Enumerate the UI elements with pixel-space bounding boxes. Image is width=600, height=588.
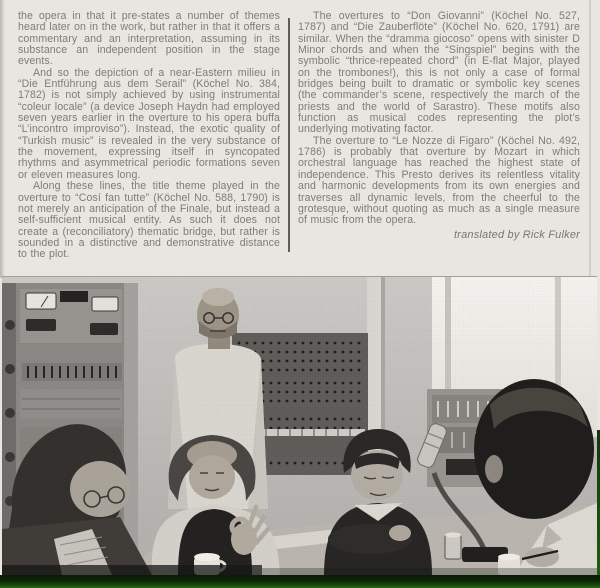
- column-gutter: [280, 11, 298, 271]
- halftone-texture: [2, 277, 597, 575]
- paragraph: the opera in that it pre-states a number of themes heard later on in the work, but rather in that it offers a commentary and an interpretation, assuming in its substance an independent position in the stage events.: [18, 10, 280, 68]
- page-left-edge-shadow: [0, 0, 5, 278]
- right-column: [298, 11, 580, 271]
- page-right-edge-line: [589, 0, 591, 276]
- paragraph: And so the depiction of a near-Eastern milieu in “Die Entführung aus dem Serail” (Köchel No. 384, 1782) is not simply achieved by using instrumental “coleur locale” (a device Joseph Haydn had employed seven years earlier in the overture to his opera buffa “L’incontro improviso”). Instead, the exotic quality of “Turkish music” is revealed in the very substance of the movement, expressing itself in syncopated rhythms and asymmetrical periodic formations seven or eleven measures long.: [18, 66, 280, 181]
- paragraph: The overtures to “Don Giovanni” (Köchel No. 527, 1787) and “Die Zauberflöte” (Köchel No. 620, 1791) are similar. When the “dramma giocoso” opens with sinister D Minor chords and when the “Singspiel” begins with the symbolic “thrice-repeated chord” (in E-flat Major, played on the trombones!), this is not only a case of formal bridges being built to dramatic or symbolic key scenes (the commander’s scene, respectively the march of the priests and the world of Sarastro). These motifs also function as musical codes representing the plot’s underlying motivating factor.: [298, 10, 580, 136]
- translator-credit: translated by Rick Fulker: [453, 228, 580, 241]
- left-column: [18, 11, 280, 271]
- studio-photo-illustration: [2, 277, 597, 575]
- paragraph: Along these lines, the title theme played in the overture to “Cosí fan tutte” (Köchel No. 588, 1790) is not merely an anticipation of the Finale, but instead a self-sufficient musical entity. As such it does not create a (reconciliatory) thematic bridge, but rather is sounded in a distinctive and demonstrative distance to the plot.: [18, 180, 280, 261]
- green-bottom-band: [0, 575, 600, 588]
- column-divider-rule: [288, 18, 290, 252]
- studio-photograph: [2, 277, 597, 575]
- liner-notes-text: [18, 11, 580, 271]
- paragraph: The overture to “Le Nozze di Figaro” (Köchel No. 492, 1786) is probably that overture by Mozart in which orchestral language has reached the highest state of independence. This Presto derives its relentless vitality and harmonic developments from its own energies and traverses all dynamic levels, from the cheerful to the grotesque, without quoting as much as a single measure of music from the opera.: [298, 134, 580, 227]
